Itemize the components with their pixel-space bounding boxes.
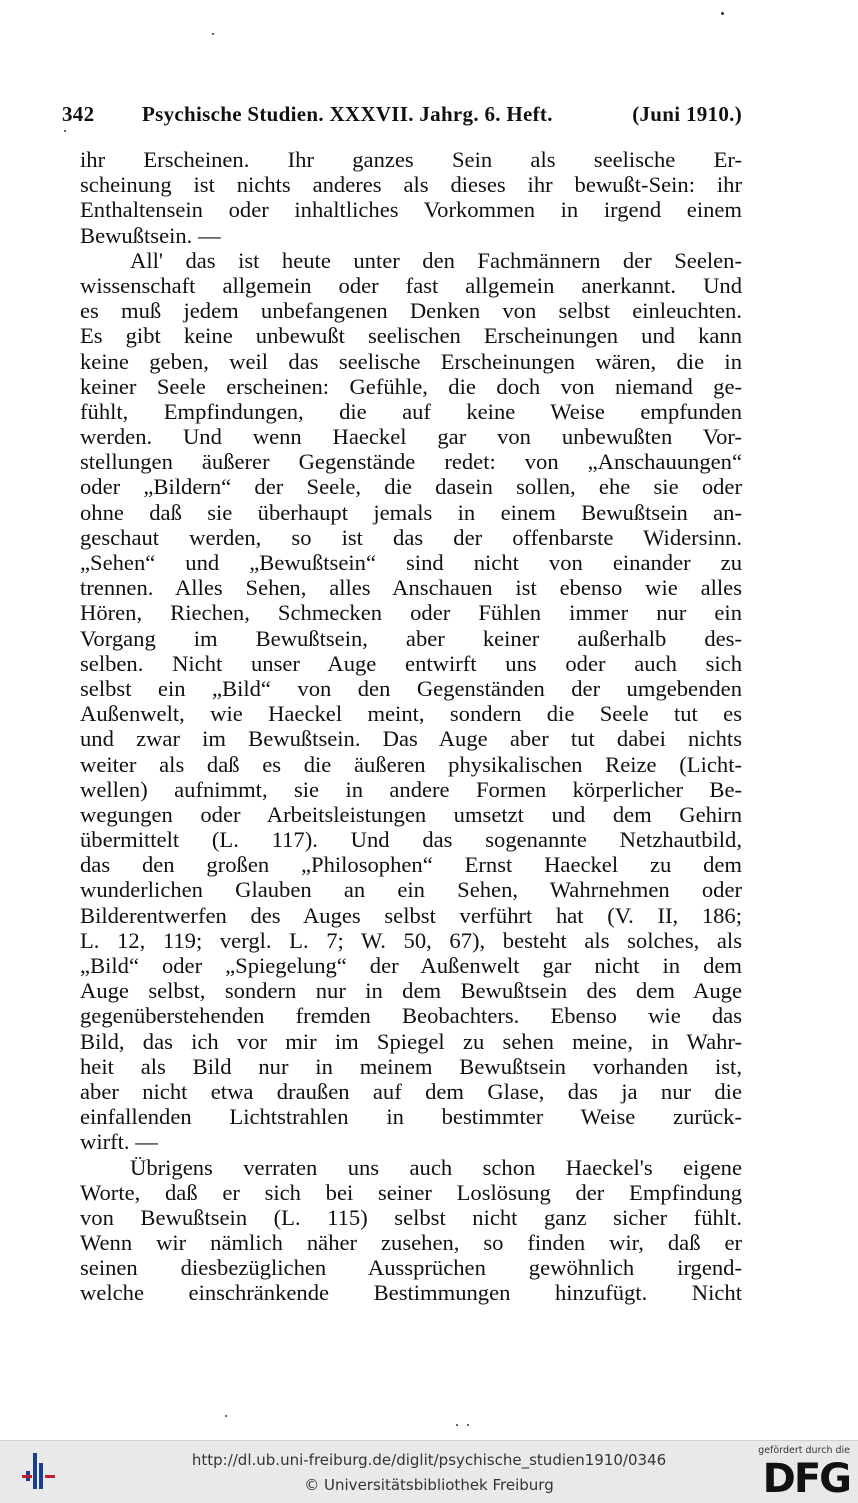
text-line: wirft. — — [80, 1129, 158, 1155]
text-line: Bewußtsein. — — [80, 222, 221, 248]
text-line: scheinung ist nichts anderes als dieses ihr bewußt-Sein: ihr — [80, 172, 742, 198]
text-line: Es gibt keine unbewußt seelischen Erscheinungen und kann — [80, 323, 742, 349]
text-line: Vorgang im Bewußtsein, aber keiner außerhalb des- — [80, 625, 742, 651]
scan-speck — [467, 1424, 469, 1426]
text-line: welche einschränkende Bestimmungen hinzufügt. Nicht — [80, 1280, 742, 1306]
text-line: keine geben, weil das seelische Erscheinungen wären, die in — [80, 348, 742, 374]
text-line: selbst ein „Bild“ von den Gegenständen der umgebenden — [80, 675, 742, 701]
page-number: 342 — [62, 102, 95, 126]
text-line: Worte, daß er sich bei seiner Loslösung der Empfindung — [80, 1179, 742, 1205]
text-line: werden. Und wenn Haeckel gar von unbewußten Vor- — [80, 424, 742, 450]
text-line: ohne daß sie überhaupt jemals in einem Bewußtsein an- — [80, 499, 742, 525]
viewer-footer — [0, 1440, 858, 1503]
text-line: All' das ist heute unter den Fachmännern der Seelen- — [130, 247, 742, 273]
text-line: Wenn wir nämlich näher zusehen, so finden wir, daß er — [80, 1230, 742, 1256]
text-line: stellungen äußerer Gegenstände redet: von „Anschauungen“ — [80, 449, 742, 475]
text-line: gegenüberstehenden fremden Beobachters. Ebenso wie das — [80, 1003, 742, 1029]
text-line: aber nicht etwa draußen auf dem Glase, das ja nur die — [80, 1078, 742, 1104]
text-line: wissenschaft allgemein oder fast allgemein anerkannt. Und — [80, 272, 742, 298]
permalink-url[interactable]: http://dl.ub.uni-freiburg.de/diglit/psychische_studien1910/0346 — [191, 1451, 667, 1469]
issue-date: (Juni 1910.) — [632, 102, 742, 126]
text-line: fühlt, Empfindungen, die auf keine Weise empfunden — [80, 398, 742, 424]
text-line: Auge selbst, sondern nur in dem Bewußtsein des dem Auge — [80, 978, 742, 1004]
page-header — [62, 100, 742, 130]
scan-speck — [212, 33, 214, 35]
text-line: keiner Seele erscheinen: Gefühle, die doch von niemand ge- — [80, 373, 742, 399]
text-line: Übrigens verraten uns auch schon Haeckel's eigene — [130, 1154, 742, 1180]
copyright-notice: © Universitätsbibliothek Freiburg — [304, 1476, 554, 1494]
text-line: wegungen oder Arbeitsleistungen umsetzt und dem Gehirn — [80, 801, 742, 827]
scan-speck — [225, 1415, 227, 1417]
running-title: Psychische Studien. XXXVII. Jahrg. 6. Heft. — [142, 102, 553, 126]
text-line: von Bewußtsein (L. 115) selbst nicht ganz sicher fühlt. — [80, 1204, 742, 1230]
text-line: übermittelt (L. 117). Und das sogenannte Netzhautbild, — [80, 827, 742, 853]
text-line: Hören, Riechen, Schmecken oder Fühlen immer nur ein — [80, 600, 742, 626]
text-line: geschaut werden, so ist das der offenbarste Widersinn. — [80, 524, 742, 550]
text-line: „Sehen“ und „Bewußtsein“ sind nicht von einander zu — [80, 550, 742, 575]
text-line: wunderlichen Glauben an ein Sehen, Wahrnehmen oder — [80, 877, 742, 903]
text-line: oder „Bildern“ der Seele, die dasein sollen, ehe sie oder — [80, 474, 742, 500]
text-line: seinen diesbezüglichen Aussprüchen gewöhnlich irgend- — [80, 1255, 742, 1281]
text-line: heit als Bild nur in meinem Bewußtsein vorhanden ist, — [80, 1053, 742, 1079]
text-line: selben. Nicht unser Auge entwirft uns oder auch sich — [80, 650, 742, 676]
text-line: Bilderentwerfen des Auges selbst verführt hat (V. II, 186; — [80, 902, 742, 928]
text-line: wellen) aufnimmt, sie in andere Formen körperlicher Be- — [80, 776, 742, 802]
text-line: trennen. Alles Sehen, alles Anschauen ist ebenso wie alles — [80, 575, 742, 601]
dfg-logo: DFG — [762, 1456, 850, 1502]
text-line: das den großen „Philosophen“ Ernst Haeckel zu dem — [80, 852, 742, 878]
text-line: Bild, das ich vor mir im Spiegel zu sehen meine, in Wahr- — [80, 1028, 742, 1054]
page-body-text — [80, 147, 742, 1306]
text-line: einfallenden Lichtstrahlen in bestimmter Weise zurück- — [80, 1104, 742, 1130]
text-line: Enthaltensein oder inhaltliches Vorkommen in irgend einem — [80, 197, 742, 223]
text-line: es muß jedem unbefangenen Denken von selbst einleuchten. — [80, 298, 742, 324]
scan-speck — [721, 12, 724, 15]
scan-speck — [64, 130, 66, 132]
text-line: L. 12, 119; vergl. L. 7; W. 50, 67), besteht als solches, als — [80, 927, 742, 953]
text-line: weiter als daß es die äußeren physikalischen Reize (Licht- — [80, 751, 742, 777]
dfg-funding-badge[interactable] — [755, 1445, 850, 1501]
text-line: „Bild“ oder „Spiegelung“ der Außenwelt gar nicht in dem — [80, 953, 742, 978]
text-line: und zwar im Bewußtsein. Das Auge aber tut dabei nichts — [80, 726, 742, 752]
funding-note: gefördert durch die — [758, 1445, 850, 1456]
text-line: Außenwelt, wie Haeckel meint, sondern die Seele tut es — [80, 701, 742, 727]
scan-speck — [456, 1424, 458, 1426]
text-line: ihr Erscheinen. Ihr ganzes Sein als seelische Er- — [80, 147, 742, 172]
